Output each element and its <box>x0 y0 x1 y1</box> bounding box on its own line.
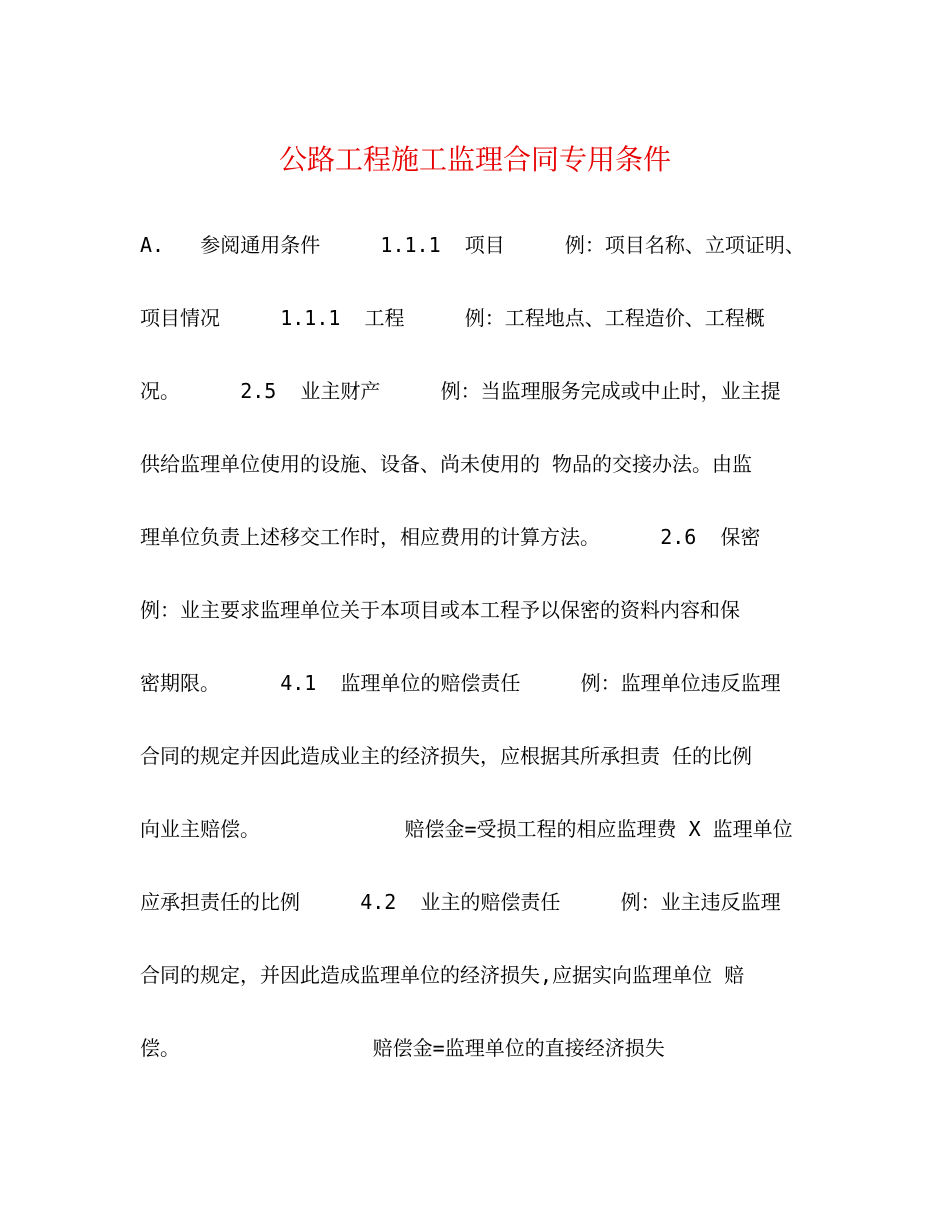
body-line-6: 例：业主要求监理单位关于本项目或本工程予以保密的资料内容和保 <box>140 598 740 622</box>
body-line-7: 密期限。 4.1 监理单位的赔偿责任 例：监理单位违反监理 <box>140 671 781 695</box>
body-line-2: 项目情况 1.1.1 工程 例：工程地点、工程造价、工程概 <box>140 306 765 330</box>
body-line-12: 偿。 赔偿金=监理单位的直接经济损失 <box>140 1036 665 1060</box>
body-line-8: 合同的规定并因此造成业主的经济损失，应根据其所承担责 任的比例 <box>140 744 753 768</box>
body-line-11: 合同的规定，并因此造成监理单位的经济损失,应据实向监理单位 赔 <box>140 963 745 987</box>
body-line-1: A. 参阅通用条件 1.1.1 项目 例：项目名称、立项证明、 <box>140 233 805 257</box>
body-line-5: 理单位负责上述移交工作时，相应费用的计算方法。 2.6 保密 <box>140 525 761 549</box>
body-line-3: 况。 2.5 业主财产 例：当监理服务完成或中止时，业主提 <box>140 379 781 403</box>
body-line-10: 应承担责任的比例 4.2 业主的赔偿责任 例：业主违反监理 <box>140 890 781 914</box>
body-line-4: 供给监理单位使用的设施、设备、尚未使用的 物品的交接办法。由监 <box>140 452 753 476</box>
document-title: 公路工程施工监理合同专用条件 <box>278 143 671 176</box>
body-line-9: 向业主赔偿。 赔偿金=受损工程的相应监理费 X 监理单位 <box>140 817 793 841</box>
